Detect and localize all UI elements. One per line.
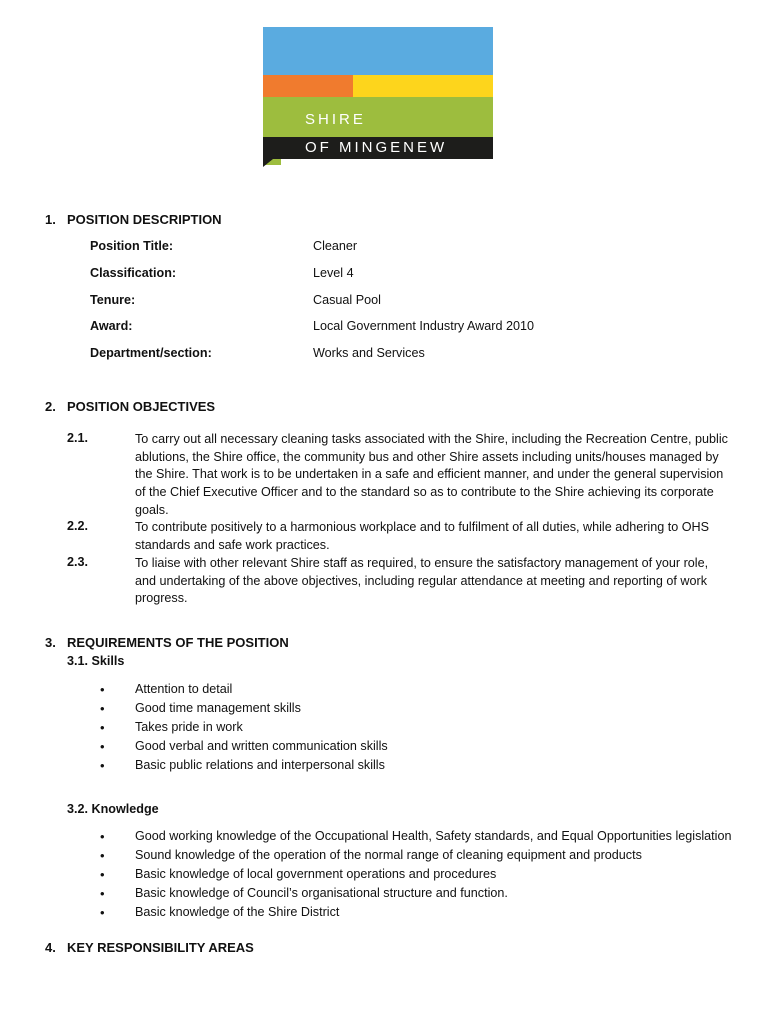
- section-3-title: REQUIREMENTS OF THE POSITION: [67, 635, 289, 650]
- list-item: • Sound knowledge of the operation of the normal range of cleaning equipment and products: [100, 846, 731, 865]
- shire-logo: [263, 27, 493, 167]
- list-item: • Good verbal and written communication skills: [100, 737, 388, 756]
- list-item: • Takes pride in work: [100, 718, 388, 737]
- section-4-title: KEY RESPONSIBILITY AREAS: [67, 940, 254, 955]
- section-2-heading: 2. POSITION OBJECTIVES: [45, 399, 216, 414]
- logo-line-2: OF MINGENEW: [305, 139, 448, 156]
- list-item: • Basic knowledge of Council’s organisational structure and function.: [100, 884, 731, 903]
- section-3-heading: 3. REQUIREMENTS OF THE POSITION: [45, 635, 289, 650]
- section-4-heading: 4. KEY RESPONSIBILITY AREAS: [45, 940, 254, 955]
- section-2-title: POSITION OBJECTIVES: [67, 399, 216, 414]
- list-item: • Basic public relations and interpersonal skills: [100, 756, 388, 775]
- section-1-heading: 1. POSITION DESCRIPTION: [45, 212, 222, 227]
- logo-line-1: SHIRE: [305, 111, 366, 128]
- list-item: • Attention to detail: [100, 680, 388, 699]
- list-item: • Basic knowledge of the Shire District: [100, 903, 731, 922]
- list-item: • Good time management skills: [100, 699, 388, 718]
- knowledge-heading: 3.2. Knowledge: [67, 802, 159, 816]
- skills-heading: 3.1. Skills: [67, 654, 125, 668]
- knowledge-list: [100, 827, 731, 922]
- skills-list: [100, 680, 388, 775]
- list-item: • Basic knowledge of local government operations and procedures: [100, 865, 731, 884]
- list-item: • Good working knowledge of the Occupational Health, Safety standards, and Equal Opportunities legislation: [100, 827, 731, 846]
- section-1-title: POSITION DESCRIPTION: [67, 212, 222, 227]
